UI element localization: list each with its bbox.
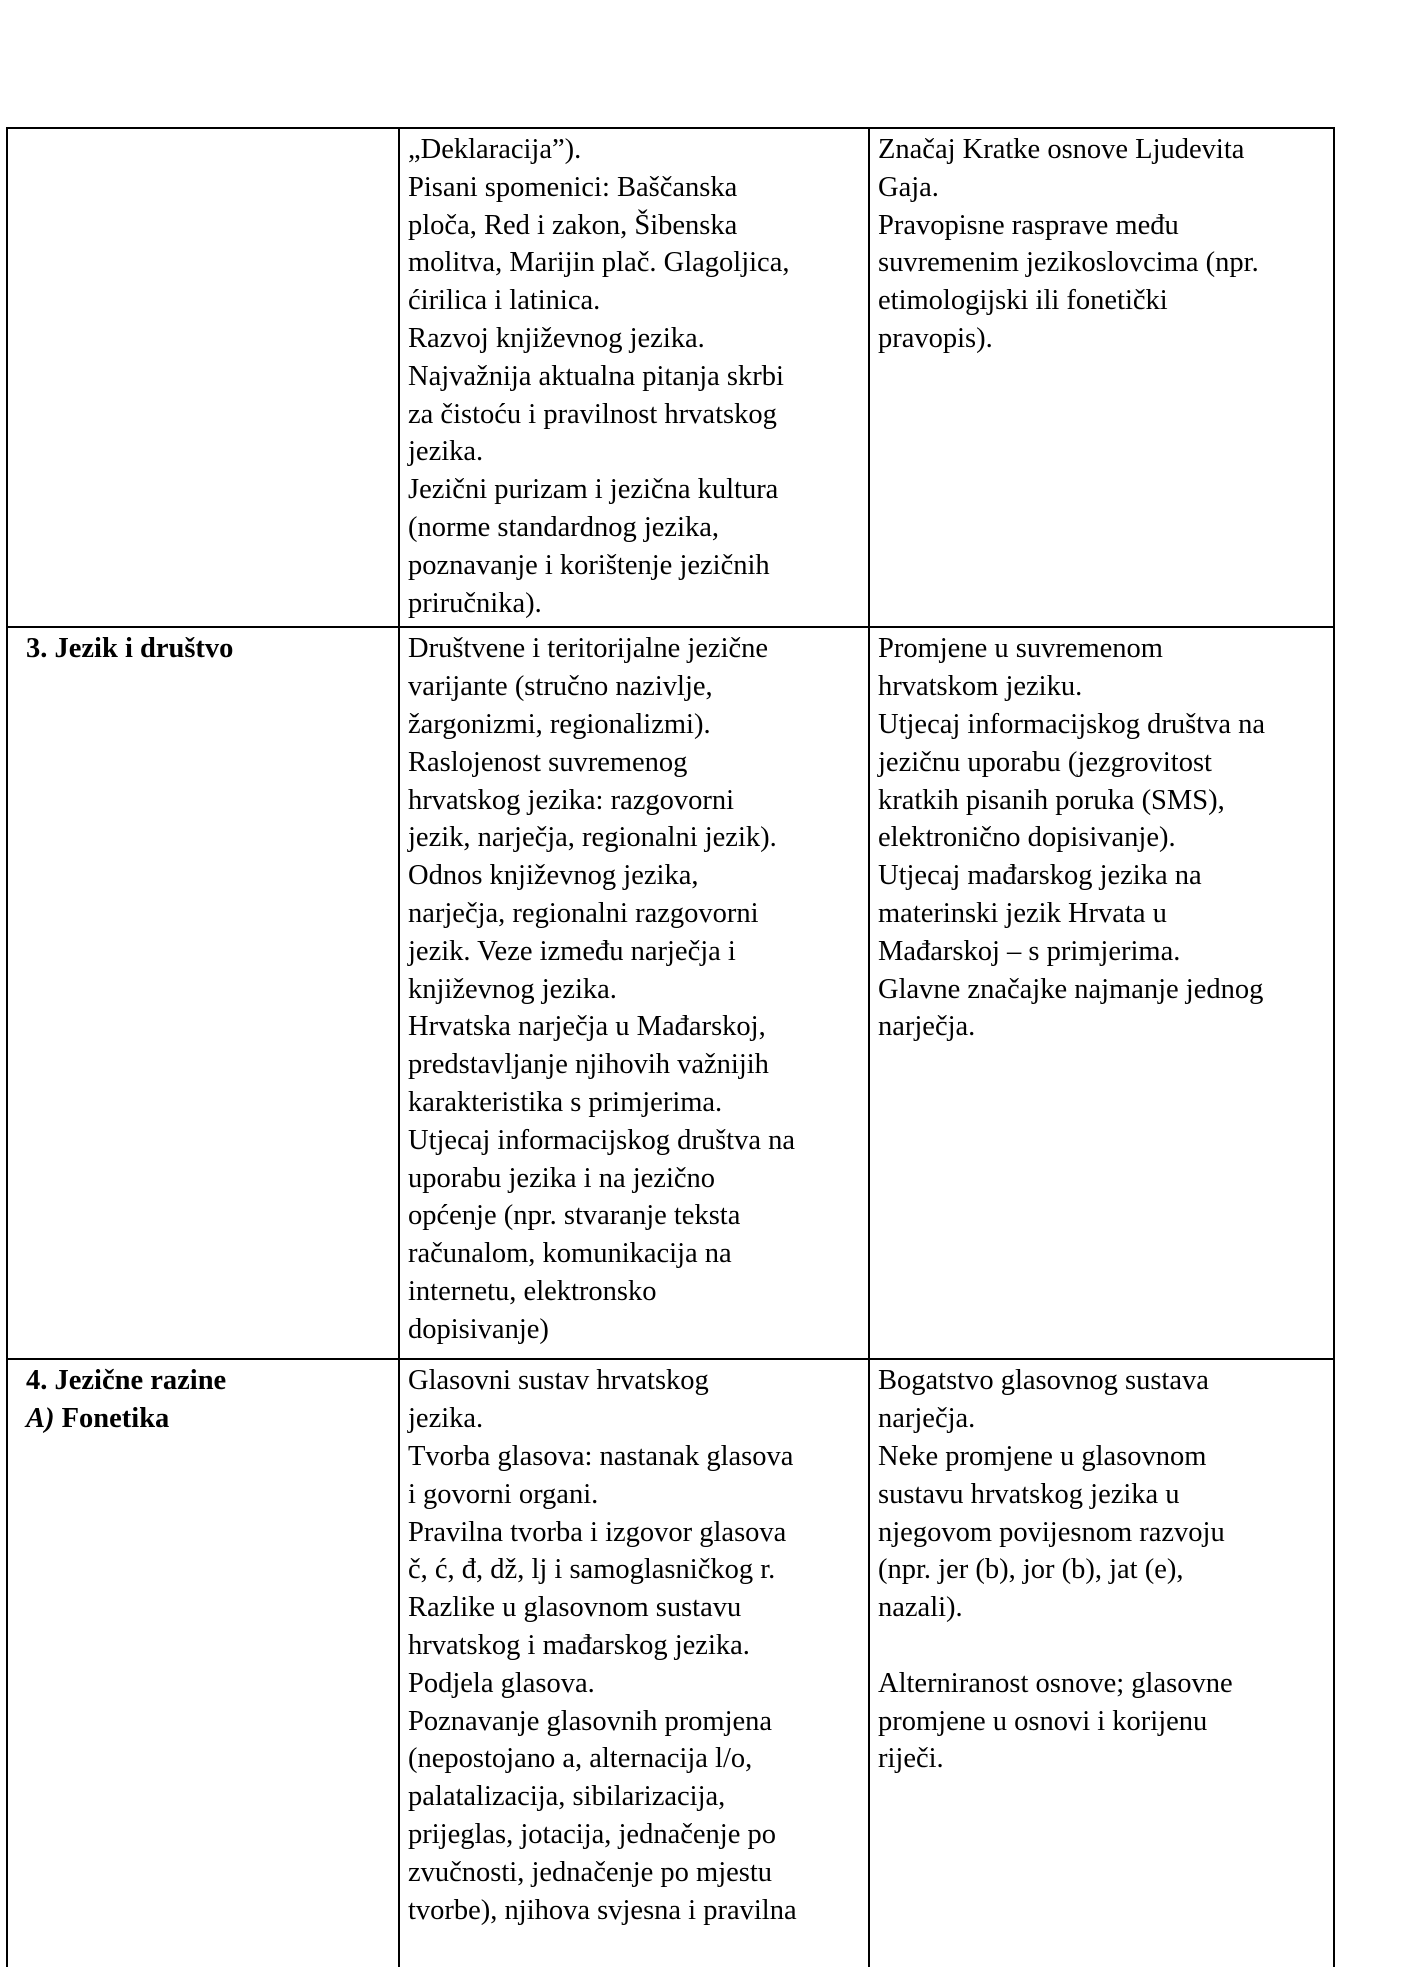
text-line: jezik, narječja, regionalni jezik).: [408, 822, 777, 854]
text-line: tvorbe), njihova svjesna i pravilna: [408, 1894, 797, 1926]
table-row: [7, 627, 1334, 1359]
text-line: Najvažnija aktualna pitanja skrbi: [408, 360, 784, 392]
text-line: suvremenim jezikoslovcima (npr.: [878, 247, 1259, 279]
text-line: Utjecaj informacijskog društva na: [878, 708, 1266, 740]
text-line: Odnos književnog jezika,: [408, 860, 699, 892]
content-cell: [399, 128, 869, 627]
topic-heading: 4. Jezične razine: [26, 1365, 227, 1397]
text-line: etimologijski ili fonetički: [878, 285, 1168, 317]
text-line: Poznavanje glasovnih promjena: [408, 1705, 773, 1737]
text-line: sustavu hrvatskog jezika u: [878, 1478, 1180, 1510]
text-line: nazali).: [878, 1592, 963, 1624]
topic-cell: [7, 128, 399, 627]
topic-heading: 3. Jezik i društvo: [26, 633, 234, 665]
blank-line: [878, 1627, 1325, 1665]
text-line: (npr. jer (b), jor (b), jat (e),: [878, 1554, 1184, 1586]
text-line: Značaj Kratke osnove Ljudevita: [878, 134, 1245, 165]
text-line: zvučnosti, jednačenje po mjestu: [408, 1856, 773, 1888]
topic-cell: [7, 627, 399, 1359]
text-line: ćirilica i latinica.: [408, 285, 601, 317]
text-line: varijante (stručno nazivlje,: [408, 671, 713, 703]
table-row: [7, 1359, 1334, 1967]
text-line: dopisivanje): [408, 1313, 549, 1345]
text-line: Alterniranost osnove; glasovne: [878, 1667, 1233, 1699]
text-line: Glasovni sustav hrvatskog: [408, 1365, 709, 1397]
text-line: kratkih pisanih poruka (SMS),: [878, 784, 1225, 816]
content-cell: [399, 1359, 869, 1967]
text-line: Neke promjene u glasovnom: [878, 1440, 1207, 1472]
text-line: Glavne značajke najmanje jednog: [878, 973, 1264, 1005]
text-line: prijeglas, jotacija, jednačenje po: [408, 1818, 776, 1850]
text-line: Gaja.: [878, 171, 939, 203]
subheading-label: Fonetika: [54, 1403, 170, 1435]
text-line: Pravilna tvorba i izgovor glasova: [408, 1516, 787, 1548]
topic-cell: [7, 1359, 399, 1967]
text-line: književnog jezika.: [408, 973, 617, 1005]
text-line: Razlike u glasovnom sustavu: [408, 1592, 742, 1624]
text-line: internetu, elektronsko: [408, 1275, 657, 1307]
text-line: č, ć, đ, dž, lj i samoglasničkog r.: [408, 1554, 776, 1586]
text-line: pravopis).: [878, 322, 993, 354]
text-line: riječi.: [878, 1743, 944, 1775]
text-line: priručnika).: [408, 587, 542, 619]
text-line: općenje (npr. stvaranje teksta: [408, 1200, 741, 1232]
text-line: narječja.: [878, 1011, 976, 1043]
extension-cell: [869, 627, 1334, 1359]
subheading-letter: A): [26, 1403, 55, 1435]
text-line: Jezični purizam i jezična kultura: [408, 474, 779, 506]
text-line: za čistoću i pravilnost hrvatskog: [408, 398, 777, 430]
text-line: Bogatstvo glasovnog sustava: [878, 1365, 1209, 1397]
text-line: i govorni organi.: [408, 1478, 599, 1510]
text-line: karakteristika s primjerima.: [408, 1086, 723, 1118]
text-line: molitva, Marijin plač. Glagoljica,: [408, 247, 790, 279]
topic-subheading: [16, 1400, 390, 1438]
text-line: narječja.: [878, 1403, 976, 1435]
text-line: hrvatskog i mađarskog jezika.: [408, 1629, 750, 1661]
text-line: jezika.: [408, 436, 484, 468]
text-line: Razvoj književnog jezika.: [408, 322, 705, 354]
text-line: materinski jezik Hrvata u: [878, 897, 1167, 929]
text-line: elektronično dopisivanje).: [878, 822, 1176, 854]
content-cell: [399, 627, 869, 1359]
text-line: narječja, regionalni razgovorni: [408, 897, 759, 929]
table-row: [7, 128, 1334, 627]
text-line: njegovom povijesnom razvoju: [878, 1516, 1225, 1548]
text-line: računalom, komunikacija na: [408, 1238, 732, 1270]
text-line: palatalizacija, sibilarizacija,: [408, 1781, 726, 1813]
text-line: žargonizmi, regionalizmi).: [408, 708, 711, 740]
text-line: jezičnu uporabu (jezgrovitost: [878, 746, 1212, 778]
text-line: hrvatskog jezika: razgovorni: [408, 784, 735, 816]
text-line: jezika.: [408, 1403, 484, 1435]
text-line: Utjecaj informacijskog društva na: [408, 1124, 796, 1156]
text-line: Podjela glasova.: [408, 1667, 595, 1699]
text-line: Društvene i teritorijalne jezične: [408, 633, 769, 665]
text-line: (nepostojano a, alternacija l/o,: [408, 1743, 753, 1775]
text-line: „Deklaracija”).: [408, 134, 582, 165]
text-line: Tvorba glasova: nastanak glasova: [408, 1440, 794, 1472]
curriculum-table: [6, 127, 1335, 1967]
text-line: hrvatskom jeziku.: [878, 671, 1083, 703]
text-line: Pravopisne rasprave među: [878, 209, 1179, 241]
text-line: Utjecaj mađarskog jezika na: [878, 860, 1202, 892]
text-line: Pisani spomenici: Baščanska: [408, 171, 738, 203]
text-line: predstavljanje njihovih važnijih: [408, 1049, 769, 1081]
text-line: Hrvatska narječja u Mađarskoj,: [408, 1011, 766, 1043]
extension-cell: [869, 1359, 1334, 1967]
text-line: uporabu jezika i na jezično: [408, 1162, 716, 1194]
text-line: Raslojenost suvremenog: [408, 746, 688, 778]
text-line: Mađarskoj – s primjerima.: [878, 935, 1181, 967]
text-line: jezik. Veze između narječja i: [408, 935, 736, 967]
extension-cell: [869, 128, 1334, 627]
text-line: promjene u osnovi i korijenu: [878, 1705, 1208, 1737]
text-line: (norme standardnog jezika,: [408, 511, 720, 543]
text-line: Promjene u suvremenom: [878, 633, 1163, 665]
text-line: poznavanje i korištenje jezičnih: [408, 549, 770, 581]
text-line: ploča, Red i zakon, Šibenska: [408, 209, 738, 241]
